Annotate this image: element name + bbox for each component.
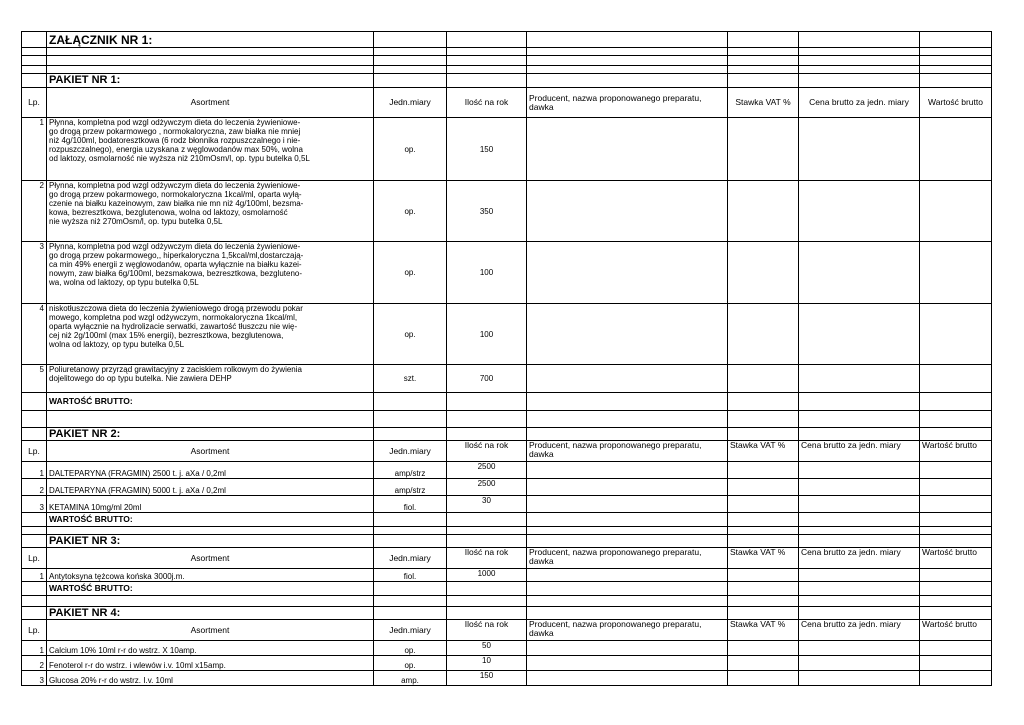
package-title: PAKIET NR 2: <box>47 428 374 441</box>
package-4-title-row <box>22 607 992 620</box>
title-row <box>22 32 992 48</box>
package-title: PAKIET NR 1: <box>47 74 374 88</box>
item-lp: 1 <box>22 569 47 582</box>
package-2-header-row <box>22 441 992 462</box>
header-vat: Stawka VAT % <box>728 441 799 462</box>
item-jedn: amp. <box>374 671 447 686</box>
item-jedn: amp/strz <box>374 479 447 496</box>
header-wartosc: Wartość brutto <box>920 620 992 641</box>
item-lp: 3 <box>22 242 47 304</box>
header-ilosc: Ilość na rok <box>447 620 527 641</box>
header-ilosc: Ilość na rok <box>447 441 527 462</box>
item-lp: 2 <box>22 656 47 671</box>
table-row <box>22 118 992 181</box>
package-1-title-row <box>22 74 992 88</box>
item-lp: 1 <box>22 118 47 181</box>
package-3-header-row <box>22 548 992 569</box>
header-wartosc: Wartość brutto <box>920 441 992 462</box>
header-jedn: Jedn.miary <box>374 548 447 569</box>
header-producent: Producent, nazwa proponowanego preparatu, dawka <box>527 620 728 641</box>
table-row <box>22 656 992 671</box>
wartosc-brutto-label: WARTOŚĆ BRUTTO: <box>47 393 374 411</box>
item-jedn: op. <box>374 242 447 304</box>
item-ilosc: 2500 <box>447 462 527 479</box>
item-lp: 3 <box>22 496 47 513</box>
item-lp: 2 <box>22 479 47 496</box>
item-ilosc: 150 <box>447 671 527 686</box>
item-lp: 1 <box>22 462 47 479</box>
item-lp: 1 <box>22 641 47 656</box>
item-lp: 2 <box>22 181 47 242</box>
package-1-header-row <box>22 88 992 118</box>
header-vat: Stawka VAT % <box>728 548 799 569</box>
total-row <box>22 582 992 596</box>
header-jedn: Jedn.miary <box>374 88 447 118</box>
item-jedn: op. <box>374 304 447 365</box>
total-row <box>22 393 992 411</box>
item-lp: 5 <box>22 365 47 393</box>
item-jedn: fiol. <box>374 496 447 513</box>
table-row <box>22 569 992 582</box>
header-asortment: Asortment <box>47 441 374 462</box>
table-row <box>22 462 992 479</box>
table-row <box>22 641 992 656</box>
item-lp: 4 <box>22 304 47 365</box>
item-asortment: Antytoksyna tężcowa końska 3000j.m. <box>47 569 374 582</box>
wartosc-brutto-label: WARTOŚĆ BRUTTO: <box>47 513 374 527</box>
item-asortment: DALTEPARYNA (FRAGMIN) 5000 t. j. aXa / 0,2ml <box>47 479 374 496</box>
item-ilosc: 1000 <box>447 569 527 582</box>
item-ilosc: 150 <box>447 118 527 181</box>
header-wartosc: Wartość brutto <box>920 88 992 118</box>
header-asortment: Asortment <box>47 88 374 118</box>
header-ilosc: Ilość na rok <box>447 548 527 569</box>
item-asortment: Płynna, kompletna pod wzgl odżywczym dieta do leczenia żywieniowe- go drogą przew pokarmowego,, hiperkaloryczna 1,5kcal/ml,dostarczają- ca min 49% energii z węglowodanów, oparta wyłącznie na białku kazei- nowym, zaw białka 6g/100ml, bezsmakowa, bezresztkowa, bezgluteno- wa, wolna od laktozy, op typu butelka 0,5L <box>47 242 374 304</box>
item-jedn: op. <box>374 656 447 671</box>
header-vat: Stawka VAT % <box>728 88 799 118</box>
header-producent: Producent, nazwa proponowanego preparatu, dawka <box>527 441 728 462</box>
item-jedn: op. <box>374 181 447 242</box>
item-ilosc: 100 <box>447 242 527 304</box>
header-cena: Cena brutto za jedn. miary <box>799 620 920 641</box>
header-lp: Lp. <box>22 548 47 569</box>
table-row <box>22 496 992 513</box>
item-jedn: szt. <box>374 365 447 393</box>
package-2-title-row <box>22 428 992 441</box>
attachment-table <box>21 31 992 686</box>
header-lp: Lp. <box>22 88 47 118</box>
header-cena: Cena brutto za jedn. miary <box>799 441 920 462</box>
item-ilosc: 30 <box>447 496 527 513</box>
table-row <box>22 479 992 496</box>
package-title: PAKIET NR 4: <box>47 607 374 620</box>
item-lp: 3 <box>22 671 47 686</box>
spreadsheet <box>21 31 992 686</box>
header-lp: Lp. <box>22 441 47 462</box>
header-asortment: Asortment <box>47 548 374 569</box>
table-row <box>22 304 992 365</box>
header-asortment: Asortment <box>47 620 374 641</box>
header-cena: Cena brutto za jedn. miary <box>799 88 920 118</box>
wartosc-brutto-label: WARTOŚĆ BRUTTO: <box>47 582 374 596</box>
item-asortment: Fenoterol r-r do wstrz. i wlewów i.v. 10ml x15amp. <box>47 656 374 671</box>
header-wartosc: Wartość brutto <box>920 548 992 569</box>
item-jedn: op. <box>374 118 447 181</box>
item-asortment: Poliuretanowy przyrząd grawitacyjny z zaciskiem rolkowym do żywienia dojelitowego do op typu butelka. Nie zawiera DEHP <box>47 365 374 393</box>
table-row <box>22 242 992 304</box>
item-ilosc: 100 <box>447 304 527 365</box>
item-ilosc: 2500 <box>447 479 527 496</box>
document-title: ZAŁĄCZNIK NR 1: <box>47 32 374 48</box>
header-ilosc: Ilość na rok <box>447 88 527 118</box>
item-asortment: niskotłuszczowa dieta do leczenia żywieniowego drogą przewodu pokar mowego, kompletna pod wzgl odżywczym, normokaloryczna 1kcal/ml, oparta wyłącznie na hydrolizacie serwatki, zawartość tłuszczu nie wię- cej niż 2g/100ml (max 15% energii), bezresztkowa, bezglutenowa, wolna od laktozy, op typu butelka 0,5L <box>47 304 374 365</box>
item-ilosc: 700 <box>447 365 527 393</box>
table-row <box>22 181 992 242</box>
header-jedn: Jedn.miary <box>374 441 447 462</box>
package-4-header-row <box>22 620 992 641</box>
item-ilosc: 50 <box>447 641 527 656</box>
item-asortment: DALTEPARYNA (FRAGMIN) 2500 t. j. aXa / 0,2ml <box>47 462 374 479</box>
header-cena: Cena brutto za jedn. miary <box>799 548 920 569</box>
package-3-title-row <box>22 535 992 548</box>
total-row <box>22 513 992 527</box>
header-producent: Producent, nazwa proponowanego preparatu, dawka <box>527 548 728 569</box>
table-row <box>22 365 992 393</box>
table-row <box>22 671 992 686</box>
item-asortment: Glucosa 20% r-r do wstrz. I.v. 10ml <box>47 671 374 686</box>
item-asortment: Calcium 10% 10ml r-r do wstrz. X 10amp. <box>47 641 374 656</box>
item-asortment: Płynna, kompletna pod wzgl odżywczym dieta do leczenia żywieniowe- go drogą przew pokarmowego, normokaloryczna 1kcal/ml, oparta wyłą- czenie na białku kazeinowym, zaw białka nie mn niż 4g/100ml, bezsma- kowa, bezresztkowa, bezglutenowa, wolna od laktozy, osmolarność nie wyższa niż 270mOsm/l, op. typu butelka 0,5L <box>47 181 374 242</box>
item-jedn: op. <box>374 641 447 656</box>
item-ilosc: 350 <box>447 181 527 242</box>
package-title: PAKIET NR 3: <box>47 535 374 548</box>
header-producent: Producent, nazwa proponowanego preparatu, dawka <box>527 88 728 118</box>
item-ilosc: 10 <box>447 656 527 671</box>
item-asortment: Płynna, kompletna pod wzgl odżywczym dieta do leczenia żywieniowe- go drogą przew pokarmowego , normokaloryczna, zaw białka nie mniej niż 4g/100ml, bodatoresztkowa (6 rodz błonnika rozpuszczalnego i nie- rozpuszczalnego), energia uzyskana z węglowodanów max 50%, wolna od laktozy, osmolarność nie wyższa niż 210mOsm/l, op. typu butelka 0,5L <box>47 118 374 181</box>
item-asortment: KETAMINA 10mg/ml 20ml <box>47 496 374 513</box>
item-jedn: fiol. <box>374 569 447 582</box>
header-lp: Lp. <box>22 620 47 641</box>
header-jedn: Jedn.miary <box>374 620 447 641</box>
item-jedn: amp/strz <box>374 462 447 479</box>
header-vat: Stawka VAT % <box>728 620 799 641</box>
